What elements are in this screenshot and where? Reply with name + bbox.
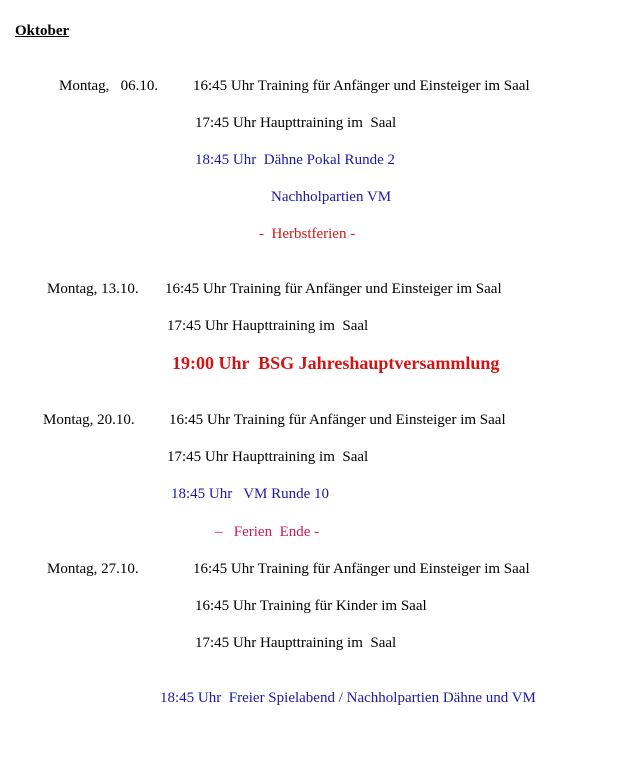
week1-entry-3: 18:45 Uhr Dähne Pokal Runde 2 [195, 152, 395, 168]
week3-entry-2: 17:45 Uhr Haupttraining im Saal [167, 449, 369, 465]
week4-entry-2: 16:45 Uhr Training für Kinder im Saal [195, 598, 427, 614]
week2-entry-1: 16:45 Uhr Training für Anfänger und Einsteiger im Saal [165, 281, 502, 297]
week1-entry-4: Nachholpartien VM [271, 189, 392, 205]
week4-entry-1: 16:45 Uhr Training für Anfänger und Einsteiger im Saal [193, 561, 530, 577]
week1-entry-2: 17:45 Uhr Haupttraining im Saal [195, 115, 397, 131]
week4-entry-3: 17:45 Uhr Haupttraining im Saal [195, 635, 397, 651]
week2-entry-2: 17:45 Uhr Haupttraining im Saal [167, 318, 369, 334]
week2-date: Montag, 13.10. [47, 281, 139, 297]
week4-entry-4: 18:45 Uhr Freier Spielabend / Nachholpartien Dähne und VM [160, 690, 536, 706]
month-heading: Oktober [15, 23, 70, 39]
week1-entry-1: 16:45 Uhr Training für Anfänger und Einsteiger im Saal [193, 78, 530, 94]
week3-date: Montag, 20.10. [43, 412, 135, 428]
week3-entry-3: 18:45 Uhr VM Runde 10 [171, 486, 330, 502]
week3-entry-1: 16:45 Uhr Training für Anfänger und Einsteiger im Saal [169, 412, 506, 428]
week3-note: – Ferien Ende - [215, 524, 320, 540]
week1-note: - Herbstferien - [259, 226, 356, 242]
week1-date: Montag, 06.10. [59, 78, 159, 94]
week4-date: Montag, 27.10. [47, 561, 139, 577]
week2-highlight: 19:00 Uhr BSG Jahreshauptversammlung [172, 353, 500, 373]
